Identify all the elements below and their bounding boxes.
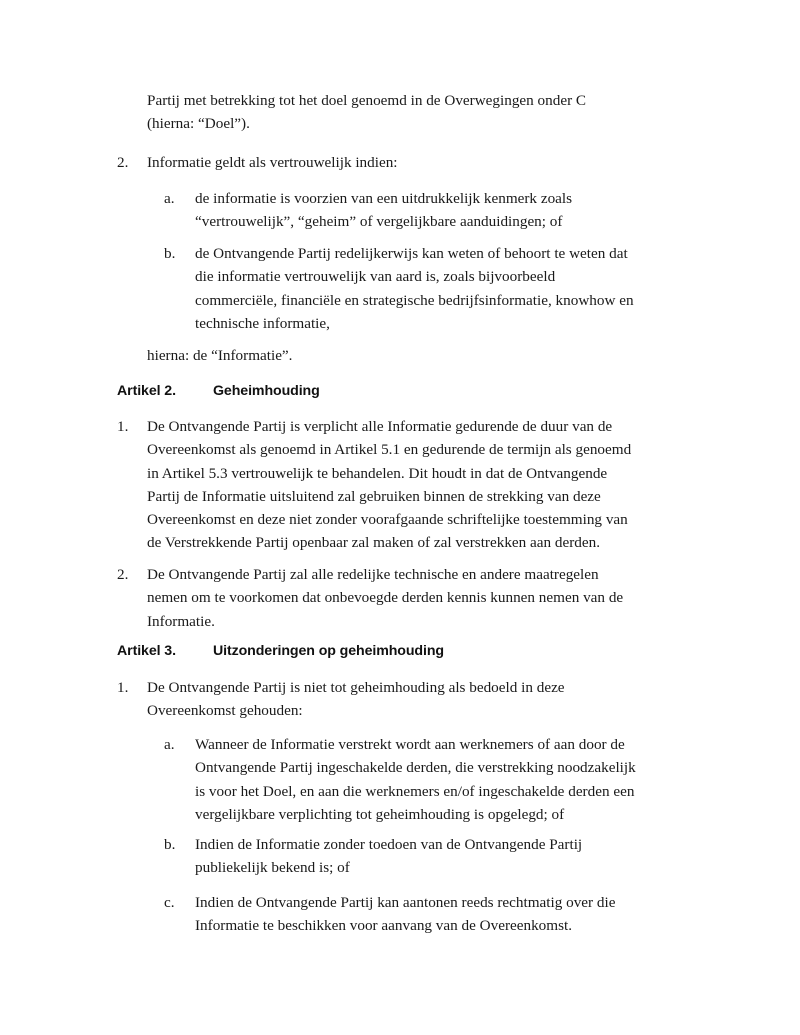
text-line: de informatie is voorzien van een uitdrukkelijk kenmerk zoals	[195, 190, 573, 207]
list-item-art3-1b	[164, 833, 684, 880]
list-item-art2-1	[117, 415, 684, 555]
heading-artikel-2	[117, 381, 684, 401]
list-item-body	[195, 733, 684, 826]
text-line: Partij met betrekking tot het doel genoemd in de Overwegingen onder C	[147, 92, 587, 109]
text-line: in Artikel 5.3 vertrouwelijk te behandelen. Dit houdt in dat de Ontvangende	[147, 464, 608, 482]
text-line: Overeenkomst als genoemd in Artikel 5.1 en gedurende de termijn als genoemd	[147, 441, 632, 459]
list-item-art1-2	[117, 151, 684, 174]
list-marker: c.	[164, 894, 175, 911]
text-line: nemen om te voorkomen dat onbevoegde derden kennis kunnen nemen van de	[147, 589, 624, 607]
heading-artikel-3	[117, 641, 684, 661]
list-marker: b.	[164, 836, 176, 853]
text-line: “vertrouwelijk”, “geheim” of vergelijkbare aanduidingen; of	[195, 213, 563, 231]
heading-number: Artikel 2.	[117, 383, 176, 399]
list-item-body	[195, 833, 684, 880]
paragraph-art1-closing	[147, 344, 684, 367]
text-line: vergelijkbare verplichting tot geheimhouding is opgelegd; of	[195, 805, 565, 823]
text-line: de Ontvangende Partij redelijkerwijs kan weten of behoort te weten dat	[195, 245, 628, 262]
text-line: Informatie te beschikken voor aanvang van de Overeenkomst.	[195, 917, 573, 935]
list-marker: a.	[164, 736, 175, 753]
paragraph-intro-continuation	[147, 89, 684, 136]
heading-title: Uitzonderingen op geheimhouding	[213, 643, 444, 659]
heading-number: Artikel 3.	[117, 643, 176, 659]
list-item-body	[195, 891, 684, 938]
text-line: Informatie.	[147, 612, 215, 630]
text-line: Partij de Informatie uitsluitend zal gebruiken binnen de strekking van deze	[147, 487, 601, 505]
list-item-art3-1a	[164, 733, 684, 826]
text-line: De Ontvangende Partij is niet tot geheimhouding als bedoeld in deze	[147, 679, 565, 696]
text-line: commerciële, financiële en strategische bedrijfsinformatie, knowhow en	[195, 291, 634, 309]
text-line: technische informatie,	[195, 314, 330, 332]
list-item-art1-2b	[164, 242, 684, 335]
text-line: De Ontvangende Partij zal alle redelijke technische en andere maatregelen	[147, 566, 599, 583]
list-item-body	[147, 563, 684, 633]
text-line: Wanneer de Informatie verstrekt wordt aan werknemers of aan door de	[195, 736, 625, 753]
list-item-body	[195, 242, 684, 335]
text-line: (hierna: “Doel”).	[147, 115, 250, 133]
list-item-art2-2	[117, 563, 684, 633]
list-marker: 2.	[117, 566, 129, 583]
text-line: Informatie geldt als vertrouwelijk indien:	[147, 154, 398, 171]
text-line: Overeenkomst gehouden:	[147, 702, 303, 720]
text-line: Ontvangende Partij ingeschakelde derden, die verstrekking noodzakelijk	[195, 759, 636, 777]
text-line: hierna: de “Informatie”.	[147, 347, 293, 364]
text-line: Indien de Informatie zonder toedoen van de Ontvangende Partij	[195, 836, 583, 853]
list-marker: 1.	[117, 418, 129, 435]
text-line: Indien de Ontvangende Partij kan aantonen reeds rechtmatig over die	[195, 894, 616, 911]
text-line: De Ontvangende Partij is verplicht alle Informatie gedurende de duur van de	[147, 418, 613, 435]
list-marker: 2.	[117, 154, 129, 171]
list-item-art1-2a	[164, 187, 684, 234]
list-marker: 1.	[117, 679, 129, 696]
list-marker: a.	[164, 190, 175, 207]
list-item-body	[147, 151, 684, 174]
list-marker: b.	[164, 245, 176, 262]
list-item-body	[147, 415, 684, 555]
text-line: de Verstrekkende Partij openbaar zal maken of zal verstrekken aan derden.	[147, 534, 601, 552]
text-line: publiekelijk bekend is; of	[195, 859, 350, 877]
text-line: die informatie vertrouwelijk van aard is, zoals bijvoorbeeld	[195, 268, 556, 286]
heading-title: Geheimhouding	[213, 383, 320, 399]
list-item-body	[195, 187, 684, 234]
list-item-art3-1	[117, 676, 684, 723]
list-item-art3-1c	[164, 891, 684, 938]
text-line: is voor het Doel, en aan die werknemers en/of ingeschakelde derden een	[195, 782, 635, 800]
list-item-body	[147, 676, 684, 723]
text-line: Overeenkomst en deze niet zonder voorafgaande schriftelijke toestemming van	[147, 511, 628, 529]
